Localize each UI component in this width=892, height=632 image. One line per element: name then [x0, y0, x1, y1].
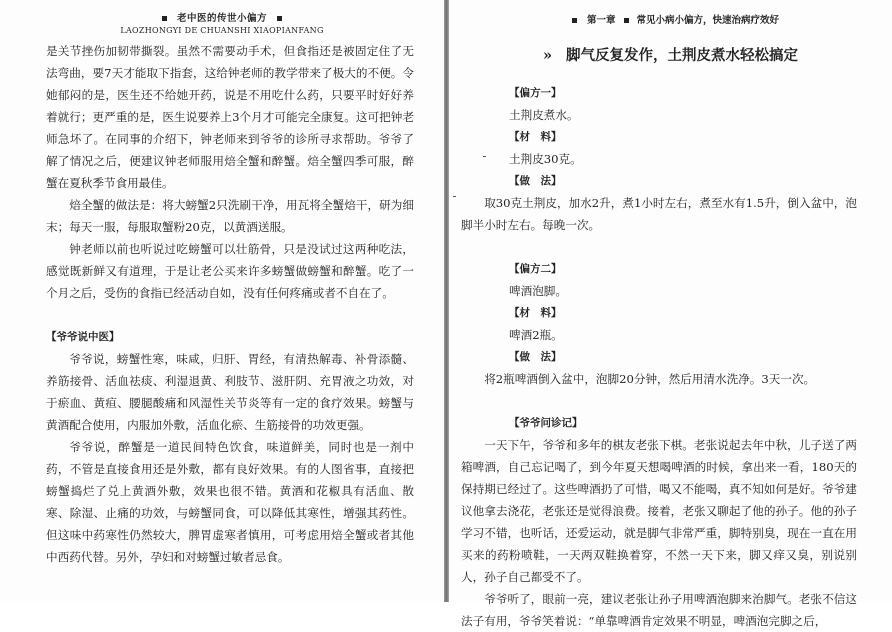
scan-speck: [483, 156, 486, 157]
book-title: 老中医的传世小偏方: [176, 13, 267, 24]
square-bullet-icon: [624, 18, 629, 23]
method-text: 将2瓶啤酒倒入盆中，泡脚20分钟，然后用清水洗净。3天一次。: [484, 372, 816, 386]
paragraph: 爷爷说，螃蟹性寒，味咸，归肝、胃经，有清热解毒、补骨添髓、养筋接骨、活血祛痰、利湿退黄、利肢节、滋肝阴、充胃液之功效，对于瘀血、黄疸、腰腿酸痛和风湿性关节炎等有一定的食疗效果。螃蟹与黄酒配合使用，内服加外敷，活血化瘀、生筋接骨的功效更强。: [46, 352, 414, 432]
left-page: [0, 0, 444, 602]
right-page: [449, 0, 892, 628]
recipe-name: 啤酒泡脚。: [509, 284, 567, 298]
left-body-text: [46, 40, 414, 568]
paragraph: 焙全蟹的做法是：将大螃蟹2只洗刷干净，用瓦将全蟹焙干，研为细末；每天一服，每服取蟹粉20克，以黄酒送服。: [46, 198, 414, 234]
method-label: 【做 法】: [509, 175, 562, 187]
right-running-header: [449, 12, 892, 26]
recipe-label: 【偏方二】: [509, 263, 562, 275]
method-label: 【做 法】: [509, 351, 562, 363]
chapter-title: 常见小病小偏方，快速治病疗效好: [636, 15, 780, 26]
paragraph: 一天下午，爷爷和多年的棋友老张下棋。老张说起去年中秋，儿子送了两箱啤酒，自己忘记喝了，到今年夏天想喝啤酒的时候，拿出来一看，180天的保持期已经过了。这些啤酒扔了可惜，喝又不能喝，真不知如何是好。爷爷建议他拿去浇花，老张还是觉得浪费。接着，老张又聊起了他的孙子。他的孙子学习不错，也听话，还爱运动，就是脚气非常严重，脚特别臭，现在一直在用买来的药粉喷鞋，一天两双鞋换着穿，不然一天下来，脚又痒又臭，别说别人，孙子自己都受不了。: [461, 438, 857, 584]
materials-label: 【材 料】: [509, 131, 562, 143]
square-bullet-icon: [572, 18, 577, 23]
article-title-text: 脚气反复发作，土荆皮煮水轻松搞定: [566, 47, 799, 64]
book-title-pinyin: LAOZHONGYI DE CHUANSHI XIAOPIANFANG: [120, 26, 324, 35]
materials-text: 土荆皮30克。: [509, 152, 582, 166]
chevron-icon: »: [542, 47, 553, 64]
paragraph: 是关节挫伤加韧带撕裂。虽然不需要动手术，但食指还是被固定住了无法弯曲，要7天才能取下指套，这给钟老师的教学带来了极大的不便。令她郁闷的是，医生还不给她开药，说是不用吃什么药，只要平时好好养着就行；更严重的是，医生说要养上3个月才可能完全康复。这可把钟老师急坏了。在同事的介绍下，钟老师来到爷爷的诊所寻求帮助。爷爷了解了情况之后，便建议钟老师服用焙全蟹和醉蟹。焙全蟹四季可服，醉蟹在夏秋季节食用最佳。: [46, 44, 414, 190]
materials-text: 啤酒2瓶。: [509, 328, 563, 342]
article-title: [449, 44, 892, 65]
recipe-name: 土荆皮煮水。: [509, 108, 579, 122]
paragraph: 钟老师以前也听说过吃螃蟹可以壮筋骨，只是没试过这两种吃法，感觉既新鲜又有道理，于是让老公买来许多螃蟹做螃蟹和醉蟹。吃了一个月之后，受伤的食指已经活动自如，没有任何疼痛或者不自在了。: [46, 242, 414, 300]
square-bullet-icon: [162, 16, 167, 21]
square-bullet-icon: [277, 16, 282, 21]
paragraph: 爷爷听了，眼前一亮，建议老张让孙子用啤酒泡脚来治脚气。老张不信这法子有用，爷爷笑着说：“单靠啤酒肯定效果不明显，啤酒泡完脚之后，: [461, 592, 857, 628]
method-text: 取30克土荆皮，加水2升，煮1小时左右，煮至水有1.5升，倒入盆中，泡脚半小时左右。每晚一次。: [461, 196, 857, 232]
section-heading: 【爷爷问诊记】: [509, 417, 583, 429]
paragraph: 爷爷说，醉蟹是一道民间特色饮食，味道鲜美，同时也是一剂中药，不管是直接食用还是外敷，都有良好效果。有的人图省事，直接把螃蟹捣烂了兑上黄酒外敷，效果也很不错。黄酒和花椒具有活血、散寒、除湿、止痛的功效，与螃蟹同食，可以降低其寒性，增强其药性。但这味中药寒性仍然较大，脾胃虚寒者慎用，可考虑用焙全蟹或者其他中西药代替。另外，孕妇和对螃蟹过敏者忌食。: [46, 440, 414, 564]
right-body-text: [461, 82, 857, 632]
section-heading: 【爷爷说中医】: [46, 331, 120, 343]
materials-label: 【材 料】: [509, 307, 562, 319]
scan-speck: [453, 196, 456, 197]
left-running-header: [0, 10, 444, 35]
recipe-label: 【偏方一】: [509, 87, 562, 99]
chapter-label: 第一章: [586, 15, 616, 26]
